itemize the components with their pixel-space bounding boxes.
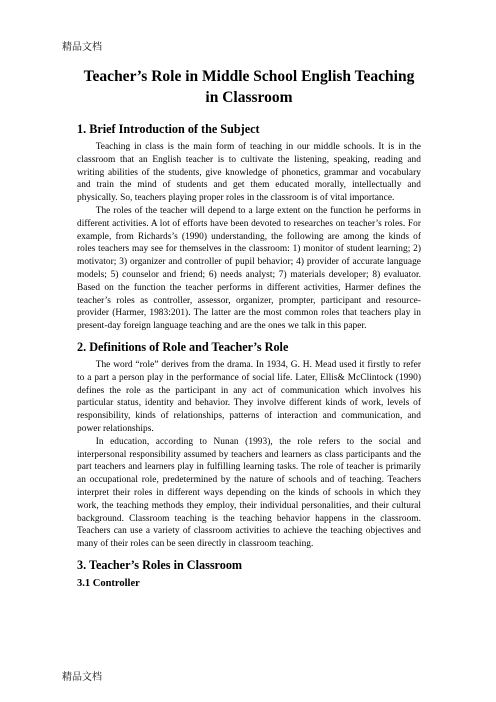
document-body — [77, 66, 421, 591]
page-title — [77, 66, 421, 108]
section-heading: 3. Teacher’s Roles in Classroom — [77, 557, 243, 572]
paragraph: Teaching in class is the main form of teaching in our middle schools. It is in the classroom that an English teacher is to cultivate the listening, speaking, reading and writing abilities of the students, give knowledge of phonetics, grammar and vocabulary and train the mind of students and get them educated morally, intellectually and physically. So, teachers playing proper roles in the classroom is of vital importance. — [77, 142, 421, 204]
header-watermark: 精品文档 — [62, 42, 102, 53]
title-line: Teacher’s Role in Middle School English Teaching — [83, 68, 415, 85]
section-heading: 2. Definitions of Role and Teacher’s Role — [77, 339, 289, 354]
paragraph: The roles of the teacher will depend to a large extent on the function he performs in different activities. A lot of efforts have been devoted to researches on teacher’s roles. For example, from Richards’s (1990) understanding, the following are among the kinds of roles teachers may see for themselves in the classroom: 1) monitor of student learning; 2) motivator; 3) organizer and controller of pupil behavior; 4) provider of accurate language models; 5) counselor and friend; 6) needs analyst; 7) materials developer; 8) evaluator. Based on the function the teacher performs in different activities, Harmer defines the teacher’s roles as controller, assessor, organizer, prompter, participant and resource-provider (Harmer, 1983:201). The latter are the most common roles that teachers play in present-day foreign language teaching and are the ones we talk in this paper. — [77, 205, 421, 332]
subsection-heading: 3.1 Controller — [77, 577, 140, 589]
section-heading: 1. Brief Introduction of the Subject — [77, 122, 260, 136]
title-line: in Classroom — [205, 89, 293, 106]
paragraph: In education, according to Nunan (1993), the role refers to the social and interpersonal responsibility assumed by teachers and learners as class participants and the part teachers and learners play in fulfilling learning tasks. The role of teacher is primarily an occupational role, predetermined by the nature of schools and of teaching. Teachers interpret their roles in different ways depending on the kinds of schools in which they work, the teaching methods they employ, their individual personalities, and their cultural background. Classroom teaching is the teaching behavior happens in the classroom. Teachers can use a variety of classroom activities to achieve the teaching objectives and many of their roles can be seen directly in classroom teaching. — [77, 436, 421, 550]
paragraph: The word “role” derives from the drama. In 1934, G. H. Mead used it firstly to refer to a part a person play in the performance of social life. Later, Ellis& McClintock (1990) defines the role as the participant in any act of communication which involves his particular status, identity and behavior. They involve different kinds of work, levels of responsibility, kinds of relationships, patterns of interaction and communication, and power relationships. — [77, 359, 421, 434]
footer-watermark: 精品文档 — [62, 672, 102, 683]
